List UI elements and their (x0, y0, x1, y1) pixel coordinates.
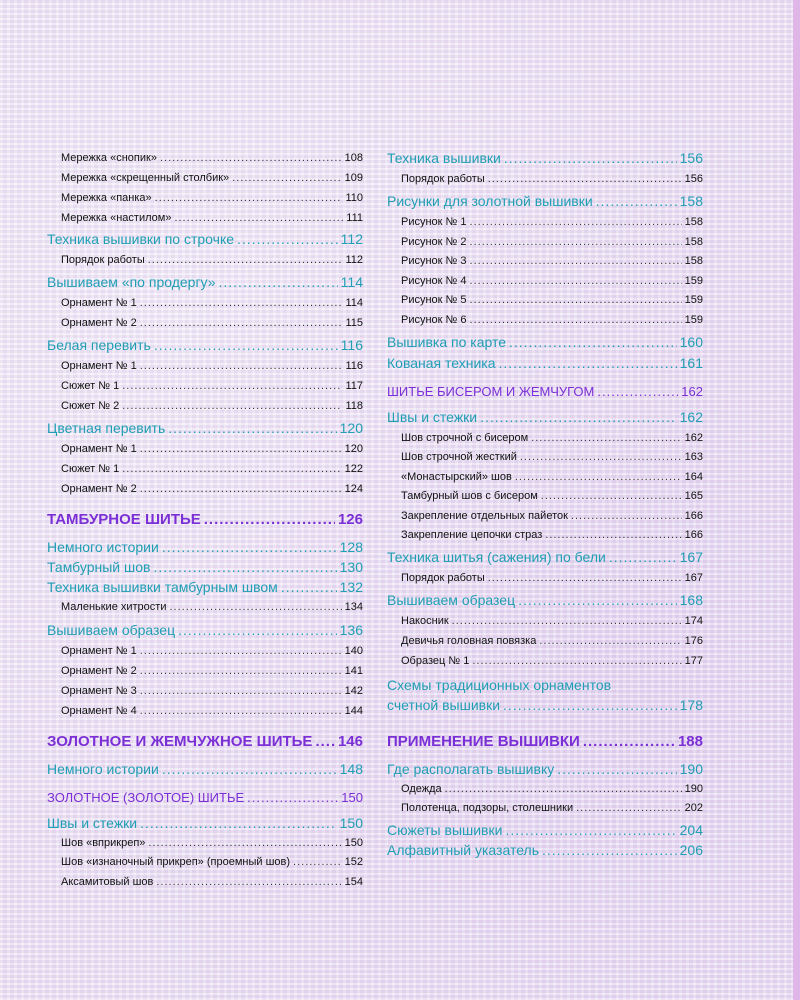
toc-entry (387, 759, 703, 779)
dot-leader (162, 759, 337, 779)
toc-entry-page: 118 (345, 400, 363, 412)
toc-entry-title: Порядок работы (401, 173, 485, 185)
toc-entry-title: счетной вышивки (387, 697, 501, 713)
toc-entry (47, 557, 363, 577)
dot-leader (237, 229, 338, 249)
toc-entry (387, 353, 703, 373)
dot-leader (609, 547, 677, 567)
toc-entry (47, 732, 363, 752)
toc-entry-title: ТАМБУРНОЕ ШИТЬЕ (47, 511, 201, 528)
toc-entry (387, 732, 703, 752)
dot-leader (503, 695, 677, 715)
dot-leader (140, 313, 343, 333)
toc-entry-page: 126 (337, 511, 363, 528)
toc-entry-page: 190 (684, 783, 703, 795)
toc-entry-title: Сюжет № 1 (61, 380, 120, 392)
dot-leader (596, 191, 677, 211)
toc-entry (47, 313, 363, 333)
dot-leader (445, 779, 682, 799)
toc-entry-page: 144 (344, 705, 363, 717)
toc-entry-title: Вышиваем образец (387, 592, 516, 608)
toc-entry-title: Порядок работы (61, 254, 145, 266)
toc-entry-page: 117 (345, 380, 363, 392)
toc-entry-page: 166 (684, 510, 703, 522)
toc-entry-page: 159 (684, 314, 703, 326)
toc-entry (387, 695, 703, 715)
toc-entry (47, 250, 363, 270)
toc-entry (47, 620, 363, 640)
dot-leader (156, 872, 341, 892)
toc-entry (47, 641, 363, 661)
toc-entry-page: 159 (684, 275, 703, 287)
toc-entry-page: 122 (344, 463, 363, 475)
toc-entry-title: Рисунок № 6 (401, 314, 467, 326)
toc-entry-page: 154 (344, 876, 363, 888)
toc-entry-title: Закрепление отдельных пайеток (401, 510, 568, 522)
toc-entry (47, 597, 363, 617)
toc-entry-page: 136 (339, 622, 363, 638)
toc-entry (47, 661, 363, 681)
toc-entry (47, 272, 363, 292)
dot-leader (140, 681, 342, 701)
toc-entry (387, 271, 703, 291)
toc-entry (47, 396, 363, 416)
dot-leader (204, 510, 335, 530)
toc-entry-title: Орнамент № 2 (61, 483, 137, 495)
toc-entry-page: 150 (341, 790, 363, 805)
dot-leader (531, 428, 681, 448)
dot-leader (160, 148, 342, 168)
toc-entry-page: 142 (344, 685, 363, 697)
toc-entry-page: 158 (684, 255, 703, 267)
toc-entry-title: Девичья головная повязка (401, 635, 537, 647)
toc-entry (387, 486, 703, 506)
toc-entry-page: 167 (679, 549, 703, 565)
toc-entry-title: ЗОЛОТНОЕ И ЖЕМЧУЖНОЕ ШИТЬЕ (47, 733, 313, 750)
toc-entry (387, 525, 703, 545)
toc-entry (47, 356, 363, 376)
toc-entry-page: 168 (679, 592, 703, 608)
dot-leader (122, 459, 341, 479)
toc-entry-title: Орнамент № 2 (61, 317, 137, 329)
toc-entry (387, 251, 703, 271)
toc-entry (387, 840, 703, 860)
toc-entry-title: Вышивка по карте (387, 334, 506, 350)
dot-leader (293, 852, 342, 872)
toc-entry (387, 651, 703, 671)
toc-entry (47, 537, 363, 557)
dot-leader (140, 293, 343, 313)
toc-entry-page: 156 (684, 173, 703, 185)
toc-entry (47, 335, 363, 355)
toc-entry-page: 174 (684, 615, 703, 627)
toc-entry (47, 813, 363, 833)
toc-entry (387, 467, 703, 487)
toc-entry-title: Орнамент № 2 (61, 665, 137, 677)
toc-entry (387, 169, 703, 189)
toc-entry-title: Сюжет № 2 (61, 400, 120, 412)
toc-entry-title: Рисунок № 4 (401, 275, 467, 287)
dot-leader (504, 148, 677, 168)
toc-entry-page: 177 (684, 655, 703, 667)
dot-leader (219, 272, 338, 292)
toc-entry-title: Кованая техника (387, 355, 496, 371)
dot-leader (174, 208, 343, 228)
dot-leader (542, 840, 677, 860)
toc-entry-title: Тамбурный шов (47, 559, 151, 575)
dot-leader (470, 310, 682, 330)
toc-entry (387, 568, 703, 588)
dot-leader (597, 382, 678, 402)
dot-leader (140, 701, 342, 721)
toc-entry-title: Мережка «снопик» (61, 152, 157, 164)
dot-leader (515, 467, 682, 487)
toc-entry-title: Белая перевить (47, 337, 151, 353)
dot-leader (122, 376, 342, 396)
toc-entry-page: 140 (344, 645, 363, 657)
toc-entry (387, 631, 703, 651)
dot-leader (140, 813, 337, 833)
dot-leader (576, 798, 682, 818)
dot-leader (539, 631, 681, 651)
toc-entry-title: Сюжет № 1 (61, 463, 120, 475)
toc-entry (387, 290, 703, 310)
dot-leader (140, 641, 342, 661)
toc-entry (47, 479, 363, 499)
toc-entry-title: Орнамент № 1 (61, 297, 137, 309)
toc-entry-title: Орнамент № 1 (61, 443, 137, 455)
toc-entry-page: 188 (677, 733, 703, 750)
toc-entry (47, 759, 363, 779)
dot-leader (541, 486, 682, 506)
toc-entry (47, 788, 363, 808)
toc-entry-title: Закрепление цепочки страз (401, 529, 543, 541)
dot-leader (148, 250, 343, 270)
toc-entry (47, 293, 363, 313)
toc-entry-page: 164 (684, 471, 703, 483)
toc-entry-title: ЗОЛОТНОЕ (ЗОЛОТОЕ) ШИТЬЕ (47, 790, 245, 805)
toc-entry (47, 459, 363, 479)
toc-entry-page: 152 (344, 856, 363, 868)
toc-entry-title: Образец № 1 (401, 655, 470, 667)
dot-leader (154, 335, 338, 355)
toc-entry-title: Орнамент № 1 (61, 360, 137, 372)
dot-leader (452, 611, 682, 631)
dot-leader (148, 833, 341, 853)
toc-entry-title: Рисунок № 5 (401, 294, 467, 306)
dot-leader (470, 251, 682, 271)
toc-entry-title: Немного истории (47, 761, 159, 777)
dot-leader (247, 788, 338, 808)
toc-entry (387, 428, 703, 448)
toc-entry (387, 407, 703, 427)
toc-entry-page: 156 (679, 150, 703, 166)
dot-leader (162, 537, 337, 557)
dot-leader (168, 418, 336, 438)
toc-entry-title: Рисунок № 3 (401, 255, 467, 267)
toc-entry-title: Цветная перевить (47, 420, 166, 436)
toc-entry-page: 202 (684, 802, 703, 814)
toc-entry-title: Алфавитный указатель (387, 842, 539, 858)
toc-entry (387, 382, 703, 402)
toc-entry-title: Мережка «настилом» (61, 212, 172, 224)
toc-entry (387, 148, 703, 168)
toc-entry-title: Где располагать вышивку (387, 761, 555, 777)
dot-leader (583, 732, 675, 752)
dot-leader (470, 290, 682, 310)
toc-entry-title: Полотенца, подзоры, столешники (401, 802, 574, 814)
toc-entry-title: Сюжеты вышивки (387, 822, 503, 838)
toc-entry-page: 190 (679, 761, 703, 777)
dot-leader (315, 732, 335, 752)
dot-leader (545, 525, 681, 545)
toc-entry-title: Рисунок № 1 (401, 216, 467, 228)
toc-entry (387, 547, 703, 567)
dot-leader (140, 661, 342, 681)
toc-entry (47, 168, 363, 188)
page-edge-stripe (793, 0, 800, 1000)
toc-entry (387, 506, 703, 526)
dot-leader (470, 212, 682, 232)
toc-entry-page: 130 (339, 559, 363, 575)
toc-entry (47, 681, 363, 701)
toc-entry-title: ШИТЬЕ БИСЕРОМ И ЖЕМЧУГОМ (387, 384, 595, 399)
toc-entry-title: Шов строчной жесткий (401, 451, 517, 463)
dot-leader (153, 557, 336, 577)
toc-entry-title: Техника вышивки тамбурным швом (47, 579, 278, 595)
toc-entry-page: 114 (340, 274, 363, 290)
toc-entry-page: 150 (339, 815, 363, 831)
toc-entry-title: Орнамент № 3 (61, 685, 137, 697)
toc-entry-title: Техника вышивки по строчке (47, 231, 235, 247)
toc-entry (47, 852, 363, 872)
dot-leader (232, 168, 341, 188)
dot-leader (480, 407, 677, 427)
toc-entry-title: Схемы традиционных орнаментов (387, 677, 612, 693)
toc-entry-page: 158 (679, 193, 703, 209)
toc-entry-title: Орнамент № 4 (61, 705, 137, 717)
toc-entry-title: «Монастырский» шов (401, 471, 512, 483)
toc-entry (387, 611, 703, 631)
toc-entry (387, 212, 703, 232)
toc-entry-page: 161 (679, 355, 703, 371)
dot-leader (571, 506, 682, 526)
toc-entry (47, 229, 363, 249)
toc-entry-page: 162 (684, 432, 703, 444)
toc-entry-page: 148 (339, 761, 363, 777)
toc-entry-page: 141 (344, 665, 363, 677)
toc-entry-page: 128 (339, 539, 363, 555)
toc-entry (387, 798, 703, 818)
toc-entry-page: 163 (684, 451, 703, 463)
toc-entry-title: Одежда (401, 783, 442, 795)
toc-entry-page: 108 (344, 152, 363, 164)
toc-entry-page: 165 (684, 490, 703, 502)
toc-entry-title: Вышиваем «по продергу» (47, 274, 216, 290)
toc-entry (47, 188, 363, 208)
toc-entry-page: 115 (345, 317, 363, 329)
toc-entry-title: Немного истории (47, 539, 159, 555)
toc-entry-page: 112 (345, 254, 363, 266)
dot-leader (140, 439, 342, 459)
toc-entry (387, 447, 703, 467)
toc-entry (47, 872, 363, 892)
toc-entry-page: 120 (344, 443, 363, 455)
toc-entry-page: 204 (679, 822, 703, 838)
toc-entry-title: Мережка «скрещенный столбик» (61, 172, 230, 184)
toc-entry-title: Вышиваем образец (47, 622, 176, 638)
toc-entry-page: 110 (345, 192, 363, 204)
toc-entry (47, 577, 363, 597)
toc-entry-page: 206 (679, 842, 703, 858)
dot-leader (488, 169, 682, 189)
toc-entry-page: 158 (684, 236, 703, 248)
toc-entry-title: Швы и стежки (47, 815, 138, 831)
toc-entry-page: 146 (337, 733, 363, 750)
toc-entry-page: 158 (684, 216, 703, 228)
toc-entry-page: 176 (684, 635, 703, 647)
toc-entry-page: 162 (681, 384, 703, 399)
dot-leader (178, 620, 337, 640)
toc-entry-page: 166 (684, 529, 703, 541)
toc-entry-title: Техника вышивки (387, 150, 501, 166)
dot-leader (557, 759, 676, 779)
toc-entry (47, 439, 363, 459)
toc-entry-page: 114 (345, 297, 363, 309)
toc-entry-title: Техника шитья (сажения) по бели (387, 549, 606, 565)
toc-entry (47, 833, 363, 853)
toc-entry (387, 779, 703, 799)
toc-entry-page: 116 (340, 337, 363, 353)
dot-leader (472, 651, 681, 671)
toc-entry-title: Рисунки для золотной вышивки (387, 193, 593, 209)
toc-entry (387, 820, 703, 840)
toc-entry (47, 376, 363, 396)
toc-entry (387, 191, 703, 211)
dot-leader (509, 332, 677, 352)
toc-entry-page: 178 (679, 697, 703, 713)
toc-entry-title: Рисунок № 2 (401, 236, 467, 248)
dot-leader (155, 188, 343, 208)
dot-leader (169, 597, 341, 617)
toc-entry (47, 208, 363, 228)
toc-entry (387, 232, 703, 252)
toc-entry (47, 148, 363, 168)
toc-entry-page: 120 (339, 420, 363, 436)
dot-leader (140, 356, 343, 376)
toc-entry-title: Орнамент № 1 (61, 645, 137, 657)
dot-leader (281, 577, 337, 597)
toc-entry-page: 124 (344, 483, 363, 495)
dot-leader (470, 232, 682, 252)
toc-entry (387, 590, 703, 610)
dot-leader (122, 396, 342, 416)
toc-entry-title: Маленькие хитрости (61, 601, 167, 613)
toc-entry-page: 134 (344, 601, 363, 613)
toc-entry-title: Аксамитовый шов (61, 876, 154, 888)
toc-entry (387, 332, 703, 352)
dot-leader (499, 353, 677, 373)
dot-leader (488, 568, 682, 588)
toc-entry-title: Швы и стежки (387, 409, 478, 425)
toc-entry-title: Накосник (401, 615, 449, 627)
toc-entry-page: 132 (339, 579, 363, 595)
toc-entry-title: Мережка «панка» (61, 192, 152, 204)
toc-entry-page: 116 (345, 360, 363, 372)
toc-entry-title: Шов «вприкреп» (61, 837, 146, 849)
toc-entry (47, 418, 363, 438)
toc-entry (47, 510, 363, 530)
toc-entry-title: Шов «изнаночный прикреп» (проемный шов) (61, 856, 291, 868)
toc-entry-page: 162 (679, 409, 703, 425)
dot-leader (505, 820, 676, 840)
toc-entry-title: ПРИМЕНЕНИЕ ВЫШИВКИ (387, 733, 580, 750)
toc-entry-page: 109 (344, 172, 363, 184)
toc-entry-title: Шов строчной с бисером (401, 432, 529, 444)
dot-leader (518, 590, 677, 610)
toc-entry-page: 111 (346, 212, 363, 224)
toc-entry (387, 310, 703, 330)
toc-entry-page: 159 (684, 294, 703, 306)
toc-entry-title: Тамбурный шов с бисером (401, 490, 538, 502)
dot-leader (140, 479, 342, 499)
toc-entry-title: Порядок работы (401, 572, 485, 584)
toc-entry-page: 150 (344, 837, 363, 849)
toc-entry-page: 160 (679, 334, 703, 350)
dot-leader (470, 271, 682, 291)
dot-leader (520, 447, 682, 467)
toc-entry-page: 112 (340, 231, 363, 247)
toc-entry-page: 167 (684, 572, 703, 584)
toc-entry (47, 701, 363, 721)
